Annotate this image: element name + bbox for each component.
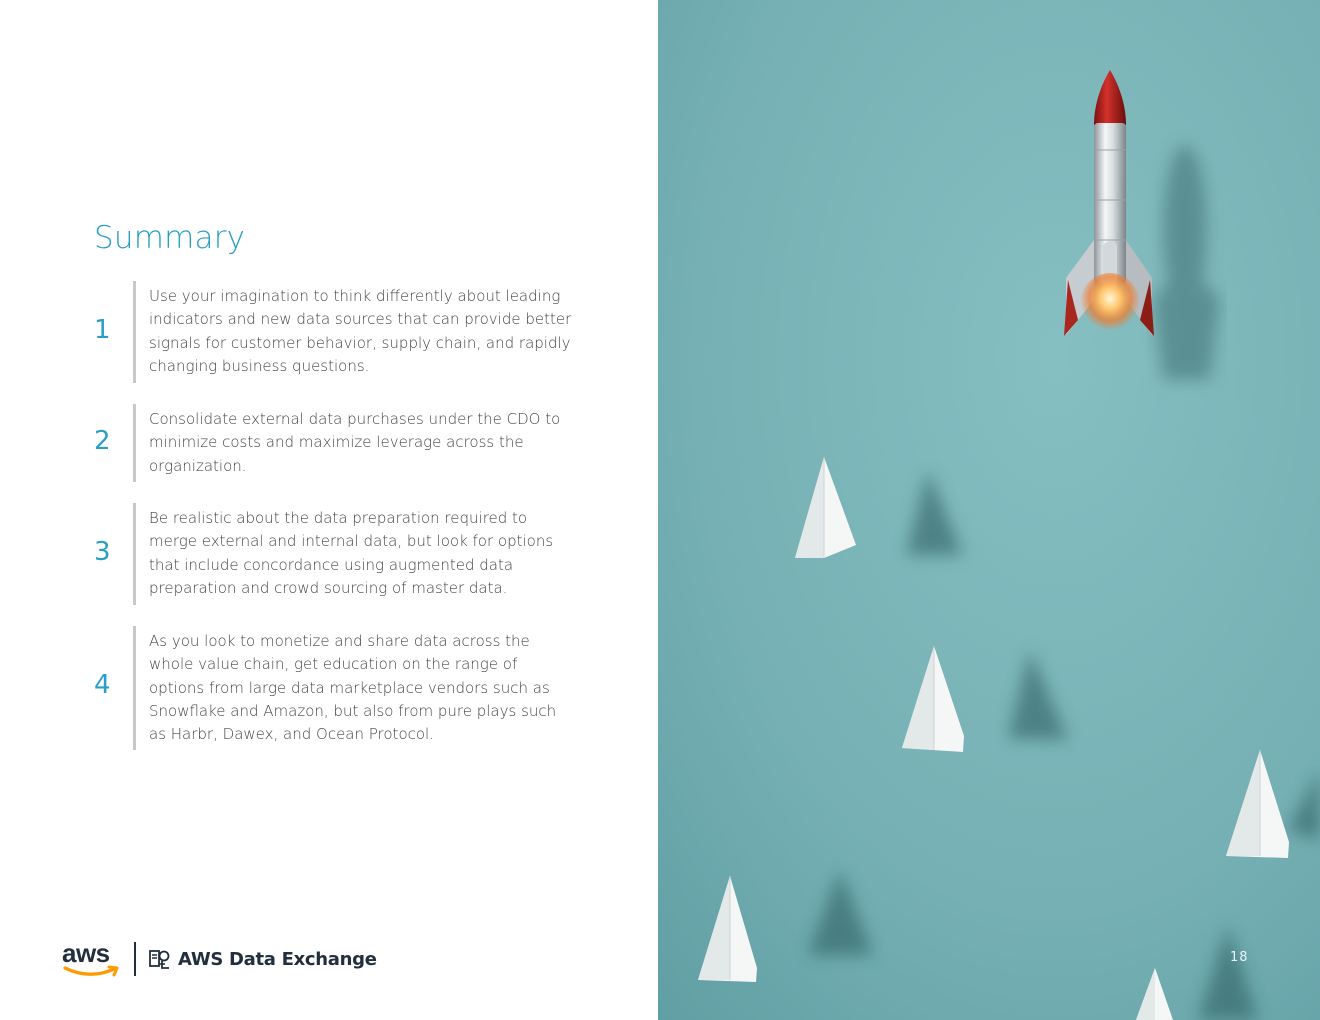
data-exchange-icon (148, 947, 172, 971)
summary-item-3 (94, 503, 574, 605)
text-panel (0, 0, 658, 1020)
aws-smile-icon (62, 938, 122, 980)
item-text: As you look to monetize and share data across the whole value chain, get education on the range of options from large data marketplace vendors such as Snowflake and Amazon, but also from pure plays such as Harbr, Dawex, and Ocean Protocol. (149, 632, 557, 744)
summary-item-2 (94, 404, 574, 482)
item-text: Use your imagination to think differently about leading indicators and new data sources that can provide better signals for customer behavior, supply chain, and rapidly changing business questions. (149, 287, 572, 375)
item-text: Be realistic about the data preparation required to merge external and internal data, but look for options that include concordance using augmented data preparation and crowd sourcing of master data. (149, 509, 554, 597)
item-number: 4 (94, 670, 111, 700)
item-divider (133, 503, 136, 605)
summary-item-4 (94, 626, 574, 750)
aws-logo (62, 938, 122, 980)
footer-branding (62, 936, 377, 982)
rocket-paper-planes-illustration (658, 0, 1320, 1020)
item-divider (133, 281, 136, 383)
footer-divider (134, 942, 136, 976)
item-number: 3 (94, 537, 111, 567)
page-title: Summary (94, 220, 246, 256)
photo-background (658, 0, 1320, 1020)
item-text: Consolidate external data purchases under the CDO to minimize costs and maximize leverage across the organization. (149, 410, 561, 475)
page-number: 18 (1230, 950, 1249, 965)
aws-logo-text: aws (62, 938, 110, 968)
item-number: 1 (94, 315, 111, 345)
hero-photo (658, 0, 1320, 1020)
item-divider (133, 404, 136, 482)
item-number: 2 (94, 426, 111, 456)
item-divider (133, 626, 136, 750)
product-name: AWS Data Exchange (178, 948, 377, 970)
summary-item-1 (94, 281, 574, 383)
